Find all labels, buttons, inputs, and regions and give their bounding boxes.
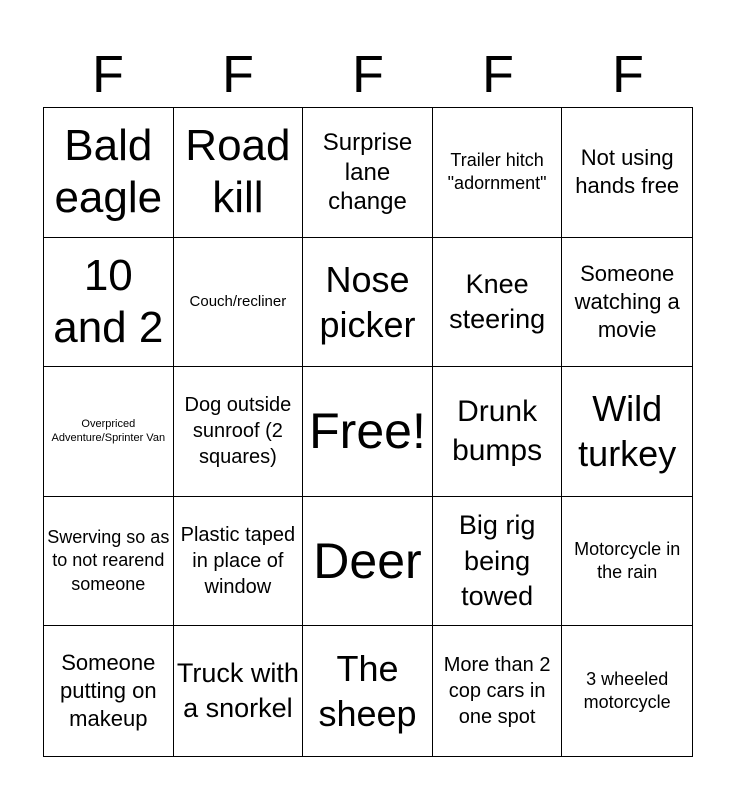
bingo-square[interactable] (562, 108, 692, 238)
header-letter: F (222, 46, 254, 104)
bingo-square[interactable] (562, 497, 692, 627)
bingo-square[interactable] (44, 497, 174, 627)
free-square[interactable] (303, 367, 433, 497)
bingo-header (43, 42, 693, 108)
square-label: Big rig being towed (458, 510, 536, 611)
bingo-square[interactable] (433, 626, 563, 756)
bingo-square[interactable] (433, 367, 563, 497)
bingo-square[interactable] (303, 626, 433, 756)
bingo-square[interactable] (44, 108, 174, 238)
square-label: Motorcycle in the rain (574, 538, 681, 583)
bingo-board (43, 107, 693, 757)
bingo-square[interactable] (44, 367, 174, 497)
square-label: Not using hands free (575, 145, 680, 199)
square-label: Drunk bumps (452, 395, 543, 468)
square-label: Couch/recliner (189, 293, 287, 311)
square-label: Road kill (185, 121, 291, 223)
square-label: Trailer hitch "adornment" (447, 149, 547, 194)
bingo-square[interactable] (174, 238, 304, 368)
square-label: Surprise lane change (322, 129, 413, 215)
square-label: Dog outside sunroof (2 squares) (184, 394, 292, 469)
square-label: Swerving so as to not rearend someone (47, 527, 170, 594)
free-square-label: Free! (309, 403, 426, 460)
bingo-square[interactable] (44, 626, 174, 756)
square-label: Someone watching a movie (574, 260, 680, 342)
square-label: The sheep (318, 648, 417, 735)
bingo-square[interactable] (562, 626, 692, 756)
square-label: Overpriced Adventure/Sprinter Van (51, 417, 166, 445)
bingo-square[interactable] (433, 108, 563, 238)
bingo-square[interactable] (562, 367, 692, 497)
square-label: Wild turkey (578, 388, 677, 475)
square-label: Truck with a snorkel (176, 658, 299, 724)
square-label: Plastic taped in place of window (180, 524, 296, 599)
header-letter: F (612, 46, 644, 104)
bingo-square[interactable] (303, 497, 433, 627)
header-letter: F (92, 46, 124, 104)
bingo-square[interactable] (174, 626, 304, 756)
bingo-square[interactable] (174, 108, 304, 238)
bingo-square[interactable] (174, 497, 304, 627)
bingo-square[interactable] (303, 108, 433, 238)
square-label: Bald eagle (54, 121, 163, 223)
square-label: Deer (313, 533, 422, 590)
square-label: Knee steering (449, 268, 546, 334)
square-label: 10 and 2 (53, 250, 164, 352)
square-label: 3 wheeled motorcycle (583, 668, 671, 713)
bingo-square[interactable] (303, 238, 433, 368)
square-label: Nose picker (319, 258, 416, 345)
bingo-square[interactable] (433, 238, 563, 368)
bingo-square[interactable] (433, 497, 563, 627)
square-label: More than 2 cop cars in one spot (443, 654, 551, 729)
bingo-square[interactable] (44, 238, 174, 368)
square-label: Someone putting on makeup (59, 650, 157, 732)
bingo-square[interactable] (174, 367, 304, 497)
header-letter: F (352, 46, 384, 104)
bingo-square[interactable] (562, 238, 692, 368)
header-letter: F (482, 46, 514, 104)
